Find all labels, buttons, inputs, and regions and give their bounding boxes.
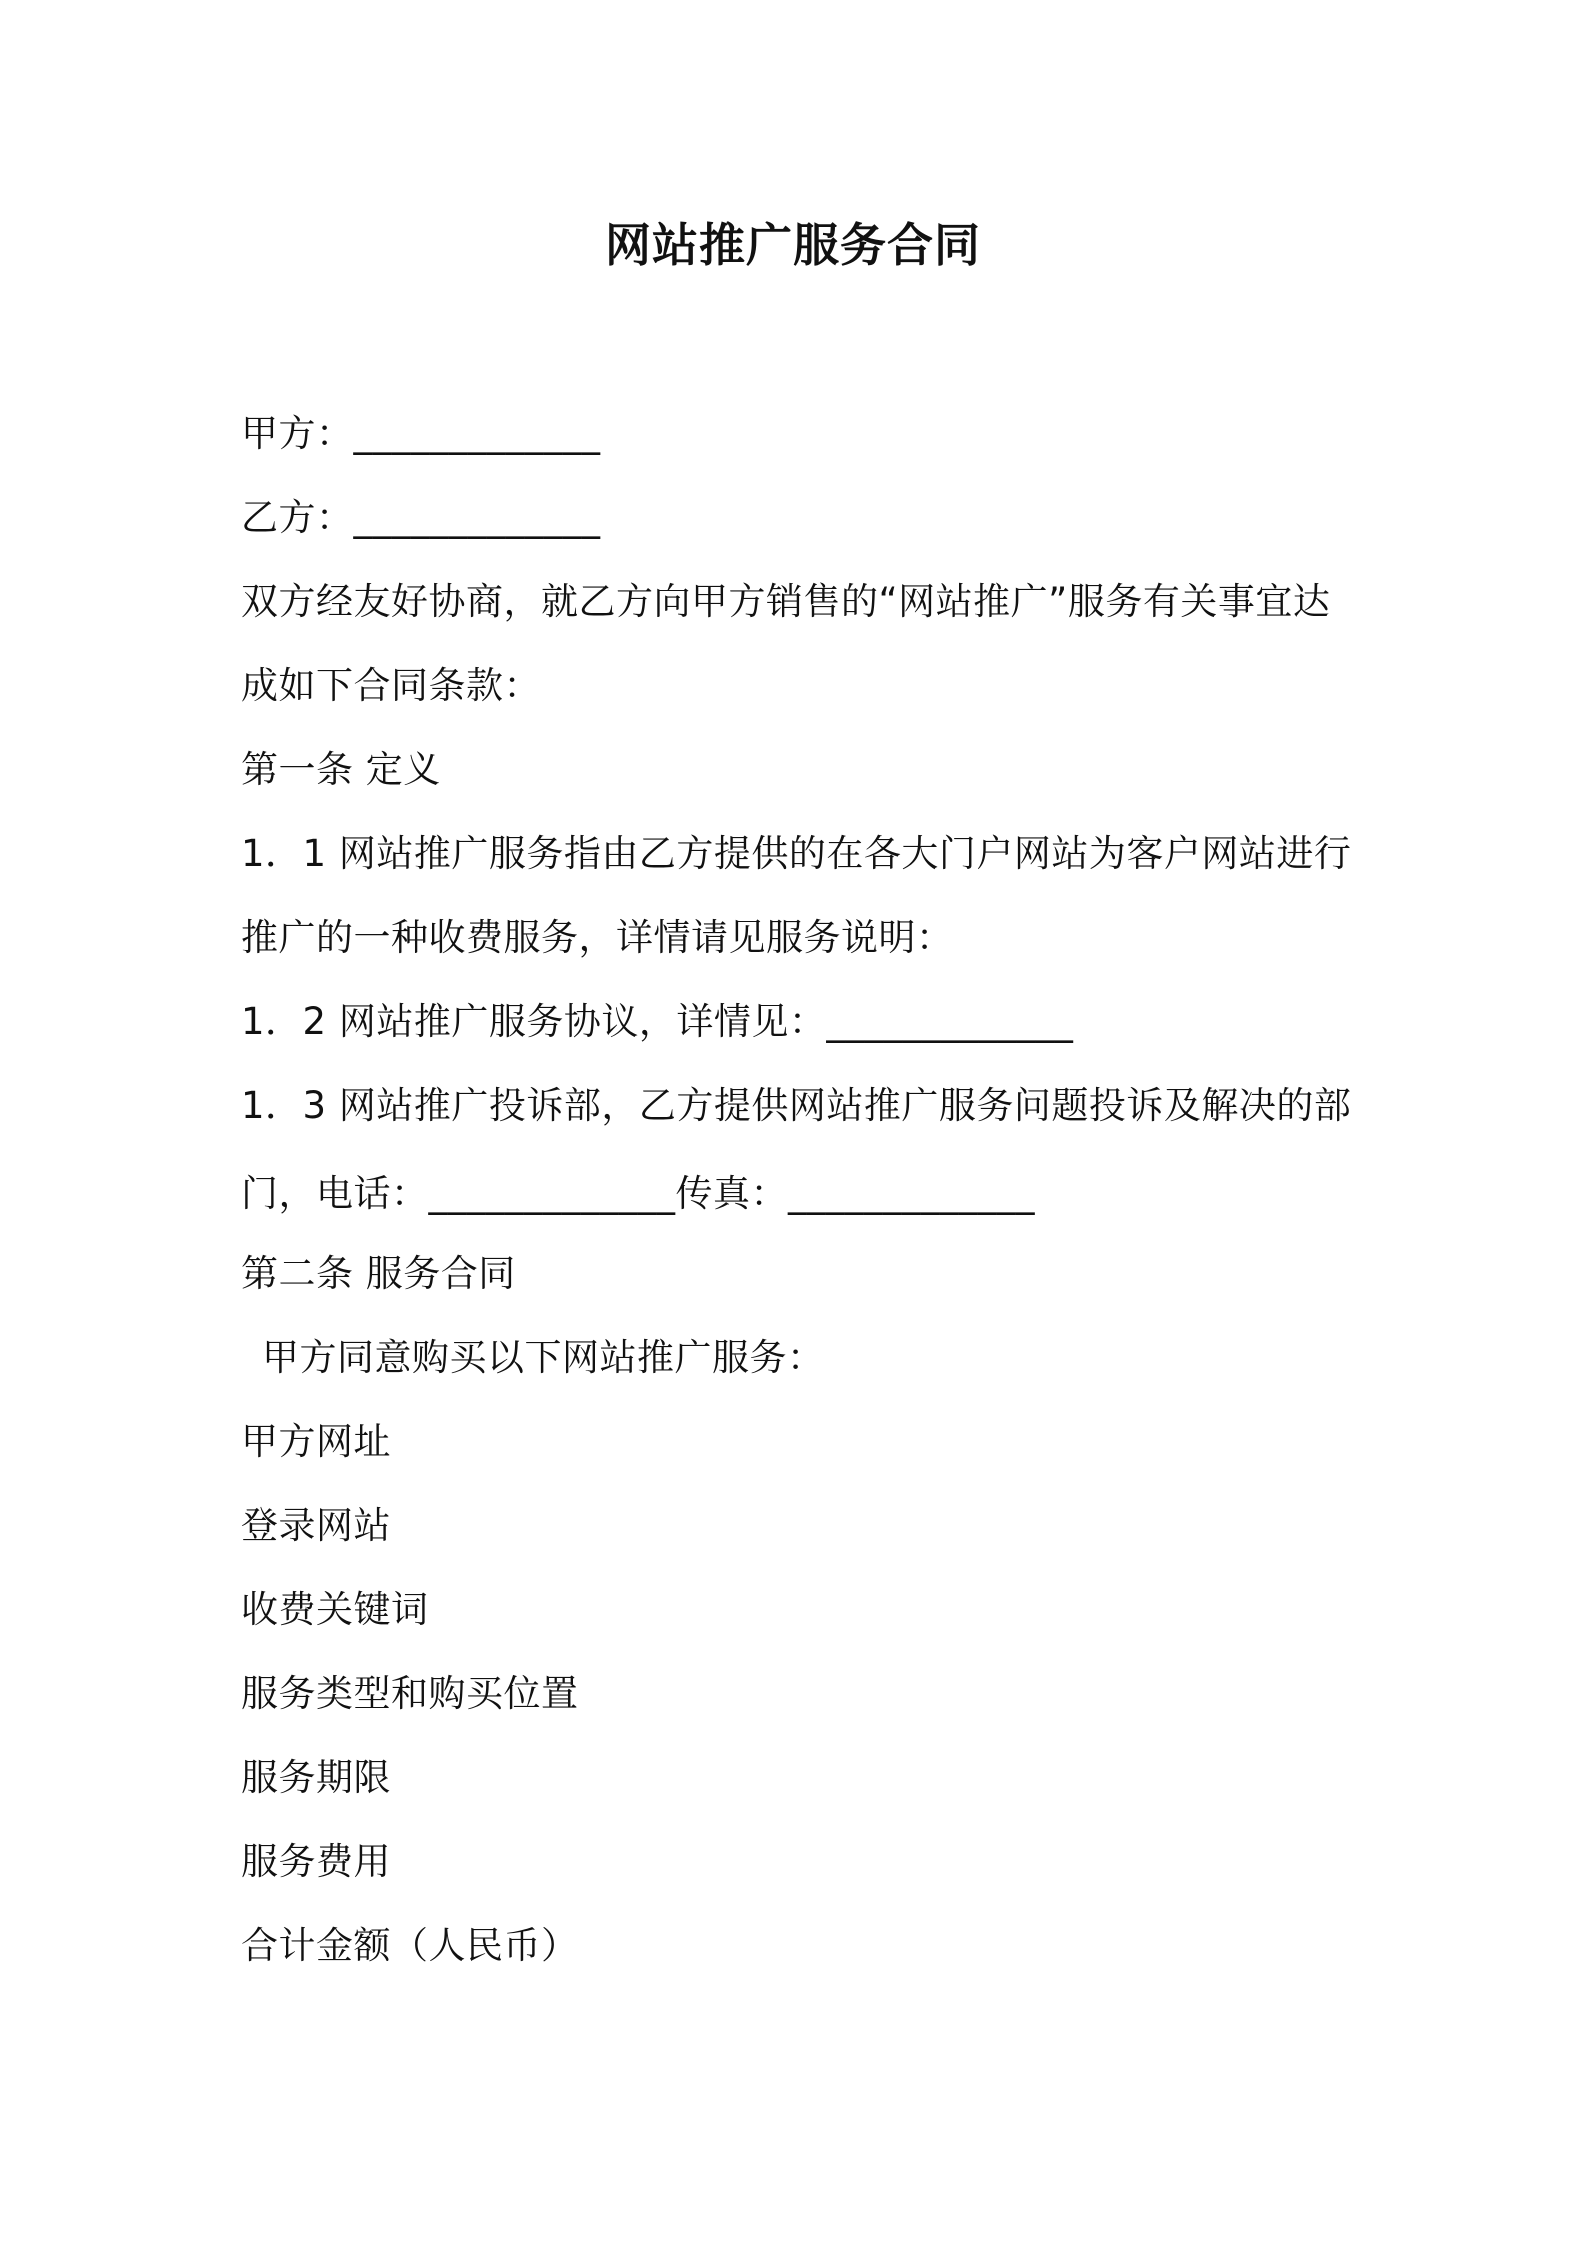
article-2-heading: 第二条 服务合同 [241, 1252, 516, 1295]
clause-1-3-line-1: 1．3 网站推广投诉部，乙方提供网站推广服务问题投诉及解决的部 [241, 1084, 1352, 1127]
article-2-intro: 甲方同意购买以下网站推广服务： [262, 1336, 825, 1379]
article-1-heading: 第一条 定义 [241, 748, 441, 791]
clause-1-1-line-1: 1．1 网站推广服务指由乙方提供的在各大门户网站为客户网站进行 [241, 832, 1352, 875]
preamble-line-2: 成如下合同条款： [241, 664, 541, 707]
item-service-term: 服务期限 [241, 1756, 391, 1799]
clause-1-2: 1．2 网站推广服务协议，详情见：_____________ [241, 1000, 1074, 1043]
party-a-line: 甲方：_____________ [241, 412, 601, 455]
clause-1-1-line-2: 推广的一种收费服务，详情请见服务说明： [241, 916, 954, 959]
preamble-line-1: 双方经友好协商，就乙方向甲方销售的“网站推广”服务有关事宜达 [241, 580, 1331, 623]
item-login-website: 登录网站 [241, 1504, 391, 1547]
document-title: 网站推广服务合同 [605, 218, 981, 272]
item-service-type-position: 服务类型和购买位置 [241, 1672, 579, 1715]
item-total-amount: 合计金额（人民币） [241, 1924, 579, 1967]
item-party-a-website: 甲方网址 [241, 1420, 391, 1463]
clause-1-3-line-2: 门，电话：_____________传真：_____________ [241, 1172, 1035, 1215]
party-b-line: 乙方：_____________ [241, 496, 601, 539]
item-service-fee: 服务费用 [241, 1840, 391, 1883]
item-paid-keywords: 收费关键词 [241, 1588, 429, 1631]
